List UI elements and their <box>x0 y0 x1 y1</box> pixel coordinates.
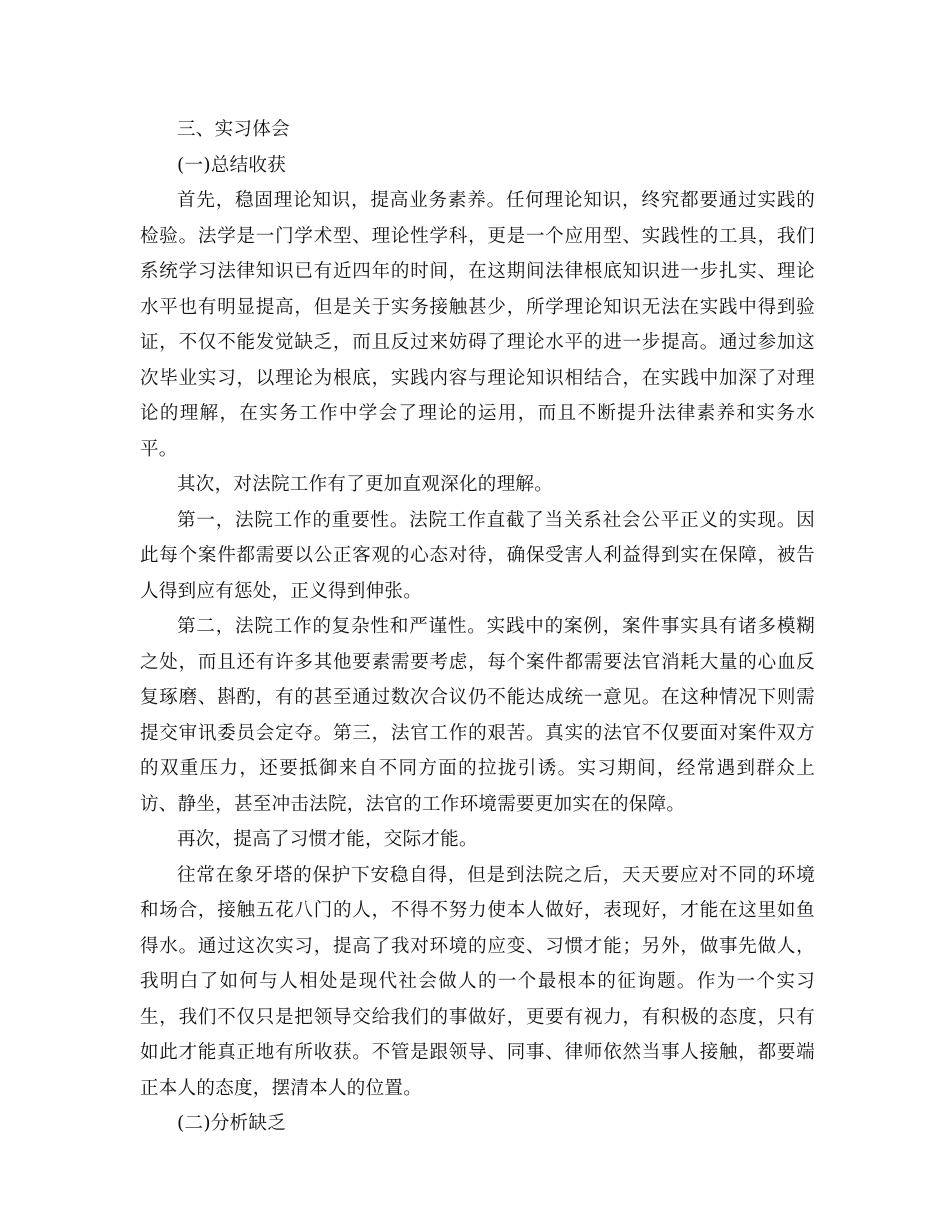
paragraph-adaptability: 再次，提高了习惯才能，交际才能。 <box>177 829 478 850</box>
sub-heading-analysis: (二)分析缺乏 <box>177 1113 287 1134</box>
document-page <box>140 112 815 1142</box>
paragraph-importance: 第一，法院工作的重要性。法院工作直截了当关系社会公平正义的实现。因此每个案件都需要以公正客观的心态对待，确保受害人利益得到实在保障，被告人得到应有惩处，正义得到伸张。 <box>140 509 815 602</box>
paragraph-complexity: 第二，法院工作的复杂性和严谨性。实践中的案例，案件事实具有诸多模糊之处，而且还有许多其他要素需要考虑，每个案件都需要法官消耗大量的心血反复琢磨、斟酌，有的甚至通过数次合议仍不能达成统一意见。在这种情况下则需提交审讯委员会定夺。第三，法官工作的艰苦。真实的法官不仅要面对案件双方的双重压力，还要抵御来自不同方面的拉拢引诱。实习期间，经常遇到群众上访、静坐，甚至冲击法院，法官的工作环境需要更加实在的保障。 <box>140 616 815 815</box>
paragraph-experience: 往常在象牙塔的保护下安稳自得，但是到法院之后，天天要应对不同的环境和场合，接触五花八门的人，不得不努力使本人做好，表现好，才能在这里如鱼得水。通过这次实习，提高了我对环境的应变、习惯才能；另外，做事先做人，我明白了如何与人相处是现代社会做人的一个最根本的征询题。作为一个实习生，我们不仅只是把领导交给我们的事做好，更要有视力，有积极的态度，只有如此才能真正地有所收获。不管是跟领导、同事、律师依然当事人接触，都要端正本人的态度，摆清本人的位置。 <box>140 864 815 1099</box>
paragraph-theory: 首先，稳固理论知识，提高业务素养。任何理论知识，终究都要通过实践的检验。法学是一门学术型、理论性学科，更是一个应用型、实践性的工具，我们系统学习法律知识已有近四年的时间，在这期间法律根底知识进一步扎实、理论水平也有明显提高，但是关于实务接触甚少，所学理论知识无法在实践中得到验证，不仅不能发觉缺乏，而且反过来妨碍了理论水平的进一步提高。通过参加这次毕业实习，以理论为根底，实践内容与理论知识相结合，在实践中加深了对理论的理解，在实务工作中学会了理论的运用，而且不断提升法律素养和实务水平。 <box>140 190 815 460</box>
section-title: 三、实习体会 <box>177 119 290 140</box>
paragraph-court-understanding: 其次，对法院工作有了更加直观深化的理解。 <box>177 474 554 495</box>
sub-heading-summary: (一)总结收获 <box>177 154 287 176</box>
